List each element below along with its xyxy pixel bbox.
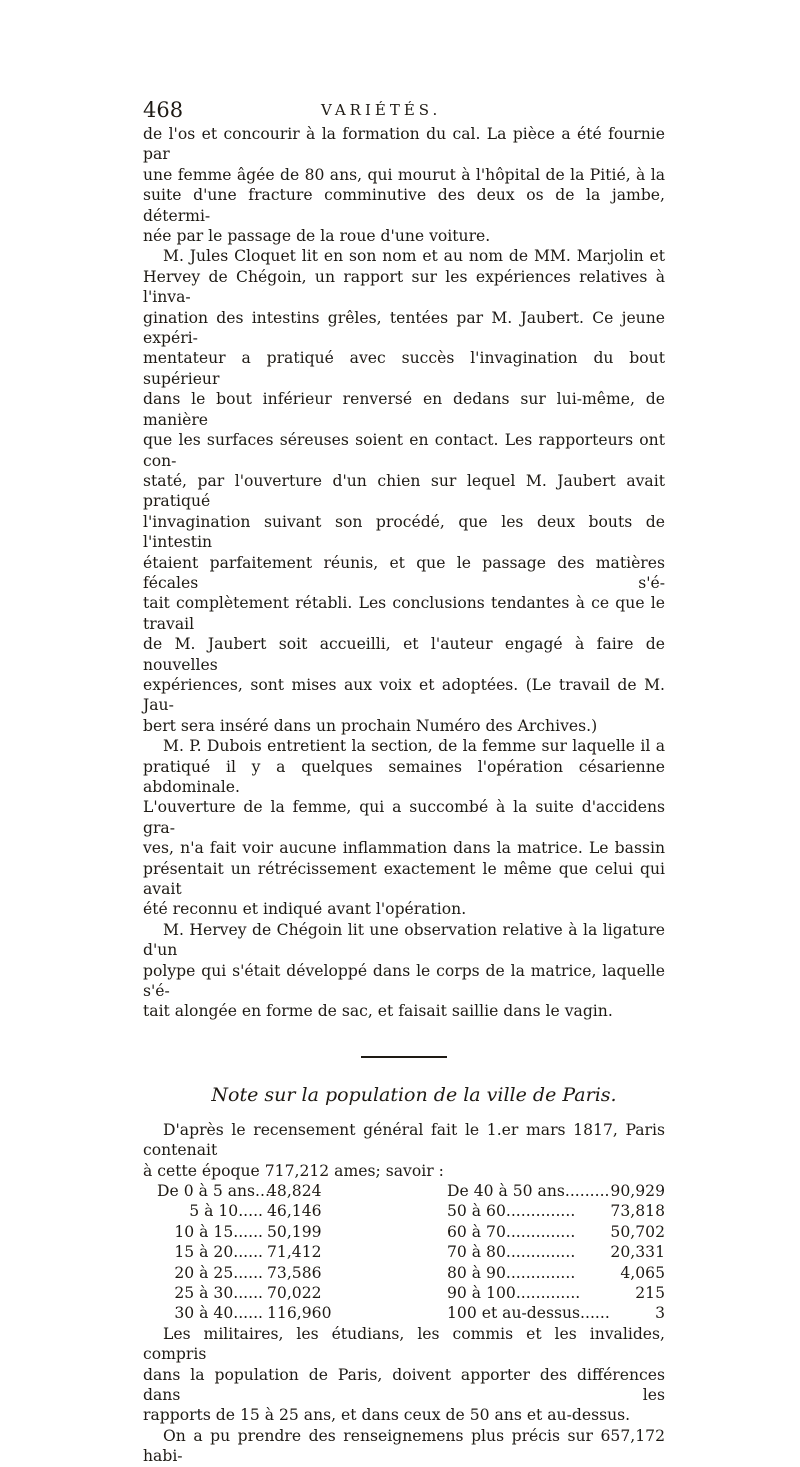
text-line: expériences, sont mises aux voix et adoptées. (Le travail de M. Jau- xyxy=(143,675,665,715)
text-line: tait alongée en forme de sac, et faisait saillie dans le vagin. xyxy=(143,1002,613,1021)
table-row xyxy=(157,1303,389,1323)
population-count: 3 xyxy=(655,1304,665,1323)
text-line: rapports de 15 à 25 ans, et dans ceux de 50 ans et au-dessus. xyxy=(143,1406,631,1425)
age-range: 20 à 25...... xyxy=(174,1263,263,1282)
text-line: présentait un rétrécissement exactement le même que celui qui avait xyxy=(143,859,665,899)
text-line: mentateur a pratiqué avec succès l'invagination du bout supérieur xyxy=(143,349,665,388)
population-count: 90,929 xyxy=(610,1182,665,1201)
age-range: 60 à 70.............. xyxy=(447,1222,576,1241)
text-line: Les militaires, les étudians, les commis et les invalides, compris xyxy=(143,1324,665,1364)
population-column-right xyxy=(447,1181,665,1324)
table-row xyxy=(447,1181,665,1201)
age-range: 50 à 60.............. xyxy=(447,1202,576,1221)
running-title: VARIÉTÉS. xyxy=(321,101,442,119)
text-line: étaient parfaitement réunis, et que le passage des matières fécales s'é- xyxy=(143,553,665,592)
age-range: De 40 à 50 ans......... xyxy=(447,1182,610,1201)
text-line: suite d'une fracture comminutive des deux os de la jambe, détermi- xyxy=(143,186,665,225)
population-count: 71,412 xyxy=(267,1243,322,1262)
table-row xyxy=(157,1283,389,1303)
paragraph-dubois xyxy=(143,736,665,920)
table-row xyxy=(447,1222,665,1242)
population-count: 73,818 xyxy=(610,1202,665,1221)
text-line: été reconnu et indiqué avant l'opération. xyxy=(143,900,467,919)
text-line: L'ouverture de la femme, qui a succombé à la suite d'accidens gra- xyxy=(143,798,665,837)
table-row xyxy=(157,1242,389,1262)
population-column-left xyxy=(157,1181,389,1324)
population-count: 215 xyxy=(635,1284,665,1303)
text-line: que les surfaces séreuses soient en contact. Les rapporteurs ont con- xyxy=(143,431,665,470)
age-range: 100 et au-dessus...... xyxy=(447,1304,610,1323)
paragraph-bone-specimen xyxy=(143,124,665,246)
text-line: de l'os et concourir à la formation du cal. La pièce a été fournie par xyxy=(143,125,665,164)
table-row xyxy=(157,1181,389,1201)
page-number: 468 xyxy=(143,98,184,122)
text-line: ves, n'a fait voir aucune inflammation dans la matrice. Le bassin xyxy=(143,839,665,858)
running-header xyxy=(143,98,665,122)
table-row xyxy=(447,1263,665,1283)
population-count: 116,960 xyxy=(267,1304,332,1323)
age-range: 5 à 10..... xyxy=(189,1202,263,1221)
age-range: 10 à 15...... xyxy=(174,1222,263,1241)
text-line: tait complètement rétabli. Les conclusions tendantes à ce que le travail xyxy=(143,594,665,633)
population-table xyxy=(143,1181,665,1324)
table-row xyxy=(157,1263,389,1283)
paragraph-cloquet-report xyxy=(143,246,665,736)
table-row xyxy=(157,1201,389,1221)
text-line: pratiqué il y a quelques semaines l'opération césarienne abdominale. xyxy=(143,757,665,796)
population-count: 46,146 xyxy=(267,1202,322,1221)
text-line: bert sera inséré dans un prochain Numéro des Archives.) xyxy=(143,716,598,735)
note-remarks xyxy=(143,1324,665,1467)
population-count: 73,586 xyxy=(267,1263,322,1282)
population-count: 70,022 xyxy=(267,1284,322,1303)
age-range: 70 à 80.............. xyxy=(447,1243,576,1262)
text-line: née par le passage de la roue d'une voiture. xyxy=(143,227,491,246)
text-line: M. Jules Cloquet lit en son nom et au nom de MM. Marjolin et xyxy=(163,247,665,266)
text-line: D'après le recensement général fait le 1.er mars 1817, Paris contenait xyxy=(143,1120,665,1160)
age-range: 25 à 30...... xyxy=(174,1284,263,1303)
text-line: dans le bout inférieur renversé en dedans sur lui-même, de manière xyxy=(143,390,665,429)
note-title: Note sur la population de la ville de Paris. xyxy=(211,1083,617,1106)
age-range: 15 à 20...... xyxy=(174,1243,263,1262)
paragraph-hervey xyxy=(143,920,665,1022)
population-count: 20,331 xyxy=(610,1243,665,1262)
text-line: une femme âgée de 80 ans, qui mourut à l'hôpital de la Pitié, à la xyxy=(143,165,665,184)
text-line: l'invagination suivant son procédé, que les deux bouts de l'intestin xyxy=(143,512,665,552)
table-row xyxy=(447,1242,665,1262)
table-row xyxy=(447,1201,665,1221)
text-line: dans la population de Paris, doivent apporter des différences dans les xyxy=(143,1365,665,1405)
table-row xyxy=(447,1303,665,1323)
text-line: gination des intestins grêles, tentées par M. Jaubert. Ce jeune expéri- xyxy=(143,308,665,348)
population-count: 48,824 xyxy=(267,1182,322,1201)
page-body xyxy=(143,124,665,1467)
text-line: polype qui s'était développé dans le corps de la matrice, laquelle s'é- xyxy=(143,961,665,1001)
text-line: M. P. Dubois entretient la section, de la femme sur laquelle il a xyxy=(163,737,665,756)
text-line: de M. Jaubert soit accueilli, et l'auteur engagé à faire de nouvelles xyxy=(143,635,665,674)
text-line: staté, par l'ouverture d'un chien sur lequel M. Jaubert avait pratiqué xyxy=(143,471,665,511)
text-line: Hervey de Chégoin, un rapport sur les expériences relatives à l'inva- xyxy=(143,267,665,307)
note-intro xyxy=(143,1120,665,1181)
text-line: On a pu prendre des renseignemens plus précis sur 657,172 habi- xyxy=(143,1426,665,1466)
population-count: 4,065 xyxy=(620,1263,665,1282)
table-row xyxy=(157,1222,389,1242)
age-range: 80 à 90.............. xyxy=(447,1263,576,1282)
table-row xyxy=(447,1283,665,1303)
population-count: 50,199 xyxy=(267,1222,322,1241)
age-range: 30 à 40...... xyxy=(174,1304,263,1323)
age-range: 90 à 100............. xyxy=(447,1284,581,1303)
population-count: 50,702 xyxy=(610,1222,665,1241)
age-range: De 0 à 5 ans... xyxy=(157,1182,270,1201)
text-line: M. Hervey de Chégoin lit une observation relative à la ligature d'un xyxy=(143,920,665,960)
section-divider xyxy=(361,1056,447,1058)
text-line: à cette époque 717,212 ames; savoir : xyxy=(143,1161,444,1180)
